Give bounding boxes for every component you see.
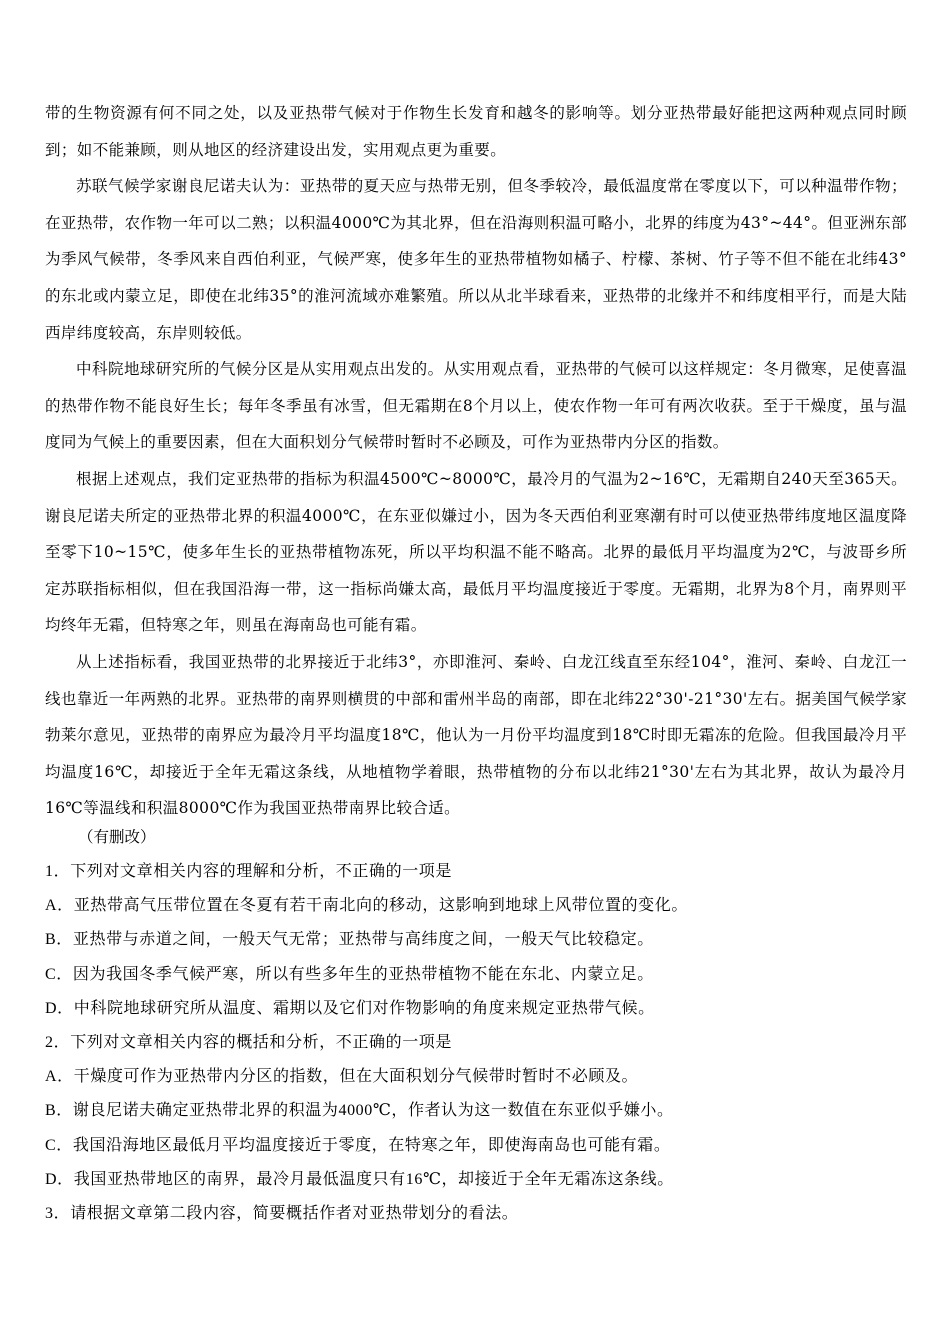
passage-paragraph-2: 苏联气候学家谢良尼诺夫认为：亚热带的夏天应与热带无别，但冬季较冷，最低温度常在零度以下，可以种温带作物；在亚热带，农作物一年可以二熟；以积温4000℃为其北界，但在沿海则积温可略小，北界的纬度为43°~44°。但亚洲东部为季风气候带，冬季风来自西伯利亚，气候严寒，使多年生的亚热带植物如橘子、柠檬、茶树、竹子等不但不能在北纬43°的东北或内蒙立足，即使在北纬35°的淮河流域亦难繁殖。所以从北半球看来，亚热带的北缘并不和纬度相平行，而是大陆西岸纬度较高，东岸则较低。: [45, 177, 907, 342]
question-1-option-a: A．亚热带高气压带位置在冬夏有若干南北向的移动，这影响到地球上风带位置的变化。: [45, 897, 688, 915]
source-note: （有删改）: [78, 828, 156, 846]
reading-passage: [45, 95, 907, 827]
question-1-stem: 1．下列对文章相关内容的理解和分析，不正确的一项是: [45, 863, 453, 880]
question-1-option-c: C．因为我国冬季气候严寒，所以有些多年生的亚热带植物不能在东北、内蒙立足。: [45, 965, 654, 983]
question-1-option-d: D．中科院地球研究所从温度、霜期以及它们对作物影响的角度来规定亚热带气候。: [45, 999, 655, 1017]
passage-paragraph-3: 中科院地球研究所的气候分区是从实用观点出发的。从实用观点看，亚热带的气候可以这样规定：冬月微寒，足使喜温的热带作物不能良好生长；每年冬季虽有冰雪，但无霜期在8个月以上，使农作物一年可有两次收获。至于干燥度，虽与温度同为气候上的重要因素，但在大面积划分气候带时暂时不必顾及，可作为亚热带内分区的指数。: [45, 360, 907, 452]
passage-paragraph-4: 根据上述观点，我们定亚热带的指标为积温4500℃~8000℃，最冷月的气温为2~16℃，无霜期自240天至365天。谢良尼诺夫所定的亚热带北界的积温4000℃，在东亚似嫌过小，因为冬天西伯利亚寒潮有时可以使亚热带纬度地区温度降至零下10~15℃，使多年生长的亚热带植物冻死，所以平均积温不能不略高。北界的最低月平均温度为2℃，与波哥乡所定苏联指标相似，但在我国沿海一带，这一指标尚嫌太高，最低月平均温度接近于零度。无霜期，北界为8个月，南界则平均终年无霜，但特寒之年，则虽在海南岛也可能有霜。: [45, 469, 907, 635]
question-1-option-b: B．亚热带与赤道之间，一般天气无常；亚热带与高纬度之间，一般天气比较稳定。: [45, 931, 654, 949]
question-2-option-a: A．干燥度可作为亚热带内分区的指数，但在大面积划分气候带时暂时不必顾及。: [45, 1068, 639, 1086]
passage-paragraph-5: 从上述指标看，我国亚热带的北界接近于北纬3°，亦即淮河、秦岭、白龙江线直至东经104°，淮河、秦岭、白龙江一线也靠近一年两熟的北界。亚热带的南界则横贯的中部和雷州半岛的南部，即在北纬22°30'-21°30'左右。据美国气候学家勃莱尔意见，亚热带的南界应为最冷月平均温度18℃，他认为一月份平均温度到18℃时即无霜冻的危险。但我国最冷月平均温度16℃，却接近于全年无霜这条线，从地植物学着眼，热带植物的分布以北纬21°30'左右为其北界，故认为最冷月16℃等温线和积温8000℃作为我国亚热带南界比较合适。: [45, 652, 907, 818]
question-2-option-c: C．我国沿海地区最低月平均温度接近于零度，在特寒之年，即使海南岛也可能有霜。: [45, 1136, 671, 1154]
question-2-option-b: B．谢良尼诺夫确定亚热带北界的积温为4000℃，作者认为这一数值在东亚似乎嫌小。: [45, 1102, 674, 1120]
question-3-stem: 3．请根据文章第二段内容，简要概括作者对亚热带划分的看法。: [45, 1205, 519, 1223]
question-2-option-d: D．我国亚热带地区的南界，最冷月最低温度只有16℃，却接近于全年无霜冻这条线。: [45, 1170, 674, 1188]
question-2-stem: 2．下列对文章相关内容的概括和分析，不正确的一项是: [45, 1034, 453, 1052]
passage-paragraph-continuation: 带的生物资源有何不同之处，以及亚热带气候对于作物生长发育和越冬的影响等。划分亚热带最好能把这两种观点同时顾到；如不能兼顾，则从地区的经济建设出发，实用观点更为重要。: [45, 104, 907, 159]
question-section: [45, 855, 907, 1231]
